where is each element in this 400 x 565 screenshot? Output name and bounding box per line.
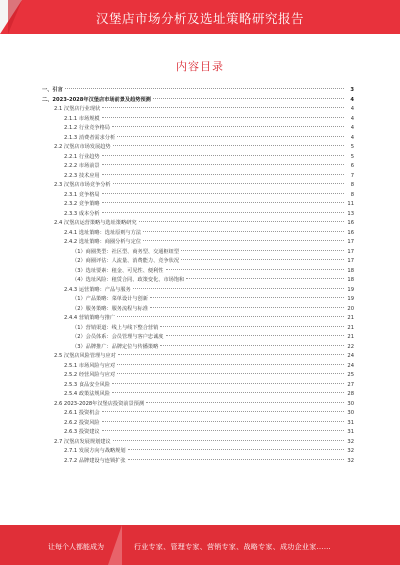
- toc-entry-title: （3）品牌推广：品牌定位与传播策略: [72, 343, 159, 350]
- toc-leader-dots: [117, 364, 344, 365]
- toc-leader-dots: [112, 392, 344, 393]
- toc-entry-title: 2.3.1 竞争格局: [64, 191, 100, 198]
- toc-entry-page: 32: [347, 457, 354, 464]
- toc-entry[interactable]: [42, 314, 354, 324]
- toc-leader-dots: [143, 240, 344, 241]
- toc-entry[interactable]: [42, 371, 354, 381]
- toc-entry[interactable]: [42, 162, 354, 172]
- toc-entry-page: 30: [347, 410, 354, 416]
- toc-leader-dots: [102, 117, 344, 118]
- toc-entry-title: 2.3.3 成本分析: [64, 210, 100, 217]
- toc-entry-page: 31: [347, 429, 354, 435]
- toc-entry[interactable]: [42, 447, 354, 457]
- toc-entry[interactable]: [42, 343, 354, 353]
- toc-entry[interactable]: [42, 153, 354, 163]
- toc-entry-title: 2.7.1 发展方向与战略规划: [64, 448, 126, 454]
- toc-entry-page: 16: [347, 220, 354, 226]
- toc-entry-title: 2.6.2 投资风险: [64, 419, 100, 426]
- toc-leader-dots: [153, 98, 344, 99]
- toc-entry-title: 2.7 汉堡店发展规划建议: [54, 438, 111, 445]
- toc-entry[interactable]: [42, 305, 354, 315]
- toc-leader-dots: [102, 212, 344, 213]
- toc-entry-title: 2.4 汉堡店运营策略与选址策略研究: [54, 220, 137, 226]
- toc-entry-page: 5: [350, 153, 354, 160]
- toc-entry-title: 2.4.2 选址策略：商圈分析与定位: [64, 239, 142, 245]
- toc-entry-title: 2.1 汉堡店行业现状: [54, 106, 101, 112]
- toc-leader-dots: [118, 354, 344, 355]
- toc-leader-dots: [102, 107, 344, 108]
- toc-leader-dots: [112, 126, 344, 127]
- toc-entry-title: 2.5.3 食品安全风险: [64, 381, 110, 388]
- toc-leader-dots: [150, 297, 344, 298]
- toc-entry-page: 22: [347, 343, 354, 350]
- toc-entry[interactable]: [42, 286, 354, 296]
- toc-entry[interactable]: [42, 172, 354, 182]
- toc-entry[interactable]: [42, 390, 354, 400]
- toc-leader-dots: [102, 411, 344, 412]
- toc-entry-title: 2.1.3 消费者需求分析: [64, 134, 116, 141]
- toc-entry-page: 30: [347, 400, 354, 407]
- toc-leader-dots: [112, 383, 344, 384]
- toc-leader-dots: [117, 373, 344, 374]
- toc-entry-title: 2.6 2023-2028年汉堡店投资前景预测: [54, 400, 145, 407]
- toc-leader-dots: [102, 155, 344, 156]
- toc-leader-dots: [117, 136, 344, 137]
- toc-entry-title: （1）营销渠道：线上与线下整合营销: [72, 324, 159, 331]
- toc-entry-title: （2）服务策略：服务流程与标准: [72, 305, 148, 312]
- toc-entry-title: 2.4.4 营销策略与推广: [64, 315, 116, 321]
- toc-leader-dots: [181, 250, 344, 251]
- toc-entry-title: 2.7.2 品牌建设与连锁扩张: [64, 457, 126, 464]
- toc-entry-page: 6: [350, 163, 354, 169]
- toc-entry-title: 2.2.2 市场前景: [64, 163, 100, 169]
- toc-entry[interactable]: [42, 362, 354, 372]
- toc-entry-page: 21: [347, 324, 354, 331]
- toc-leader-dots: [102, 174, 344, 175]
- toc-leader-dots: [128, 449, 344, 450]
- toc-entry[interactable]: [42, 381, 354, 391]
- toc-entry-page: 8: [350, 182, 354, 188]
- toc-entry-page: 4: [350, 96, 354, 103]
- toc-leader-dots: [102, 164, 344, 165]
- toc-entry[interactable]: [42, 267, 354, 277]
- toc-entry-title: 2.2.3 技术应用: [64, 172, 100, 179]
- table-of-contents: [42, 86, 354, 466]
- toc-entry-page: 16: [347, 229, 354, 236]
- toc-leader-dots: [166, 335, 345, 336]
- toc-entry-page: 21: [347, 334, 354, 340]
- toc-entry-title: 2.3.2 竞争策略: [64, 201, 100, 207]
- toc-entry-title: 2.4.1 选址策略：选址原则与方法: [64, 229, 142, 236]
- toc-entry-page: 21: [347, 315, 354, 321]
- toc-entry[interactable]: [42, 86, 354, 96]
- toc-entry[interactable]: [42, 248, 354, 258]
- toc-entry-title: 2.5.4 政策法规风险: [64, 391, 110, 397]
- toc-entry[interactable]: [42, 219, 354, 229]
- toc-entry[interactable]: [42, 105, 354, 115]
- toc-entry[interactable]: [42, 352, 354, 362]
- toc-leader-dots: [133, 288, 344, 289]
- toc-entry-page: 4: [350, 106, 354, 112]
- toc-entry[interactable]: [42, 276, 354, 286]
- toc-entry[interactable]: [42, 229, 354, 239]
- toc-entry-title: （4）选址风险：租赁合同、政策变化、市场饱和: [72, 277, 185, 283]
- toc-entry-page: 19: [347, 286, 354, 293]
- toc-leader-dots: [160, 345, 344, 346]
- toc-entry[interactable]: [42, 400, 354, 410]
- toc-entry[interactable]: [42, 96, 354, 106]
- toc-entry[interactable]: [42, 457, 354, 467]
- toc-entry-title: 2.5.2 经营风险与应对: [64, 372, 116, 378]
- toc-entry[interactable]: [42, 428, 354, 438]
- toc-entry-title: 2.2 汉堡店市场发展趋势: [54, 144, 111, 150]
- toc-entry-page: 32: [347, 438, 354, 445]
- toc-leader-dots: [113, 183, 344, 184]
- toc-leader-dots: [102, 430, 344, 431]
- report-title: 汉堡店市场分析及选址策略研究报告: [95, 11, 304, 26]
- toc-entry[interactable]: [42, 333, 354, 343]
- toc-entry-page: 31: [347, 419, 354, 426]
- toc-entry[interactable]: [42, 143, 354, 153]
- toc-entry-page: 25: [347, 372, 354, 378]
- toc-entry[interactable]: [42, 115, 354, 125]
- toc-leader-dots: [102, 202, 344, 203]
- toc-entry-title: （2）商圈评估：人流量、消费能力、竞争状况: [72, 258, 180, 264]
- toc-entry-page: 17: [347, 258, 354, 264]
- toc-entry-title: 2.3 汉堡店市场竞争分析: [54, 182, 111, 188]
- toc-entry-title: 2.1.2 行业竞争格局: [64, 125, 110, 131]
- toc-entry[interactable]: [42, 181, 354, 191]
- toc-entry-page: 7: [350, 172, 354, 179]
- toc-leader-dots: [113, 440, 344, 441]
- toc-leader-dots: [113, 145, 344, 146]
- toc-leader-dots: [128, 459, 344, 460]
- toc-leader-dots: [181, 259, 344, 260]
- footer-divider-shape: [108, 525, 122, 565]
- toc-entry-page: 13: [347, 210, 354, 217]
- toc-entry-page: 18: [347, 277, 354, 283]
- toc-entry[interactable]: [42, 257, 354, 267]
- toc-entry-page: 5: [350, 144, 354, 150]
- toc-leader-dots: [160, 326, 344, 327]
- toc-entry[interactable]: [42, 238, 354, 248]
- toc-entry-page: 28: [347, 391, 354, 397]
- toc-entry[interactable]: [42, 409, 354, 419]
- toc-entry-page: 4: [350, 134, 354, 141]
- toc-entry[interactable]: [42, 438, 354, 448]
- footer-slogan-left: 让每个人都能成为: [48, 543, 104, 551]
- toc-entry-page: 11: [347, 201, 354, 207]
- toc-leader-dots: [146, 402, 344, 403]
- toc-entry-title: （3）选址要素：租金、可见性、便利性: [72, 267, 164, 274]
- toc-entry[interactable]: [42, 124, 354, 134]
- toc-entry-title: 2.4.3 运营策略：产品与服务: [64, 286, 131, 293]
- toc-leader-dots: [102, 193, 344, 194]
- toc-leader-dots: [65, 88, 344, 89]
- toc-entry[interactable]: [42, 134, 354, 144]
- toc-entry-page: 4: [350, 115, 354, 122]
- toc-leader-dots: [150, 307, 344, 308]
- toc-leader-dots: [117, 316, 344, 317]
- toc-entry-title: 二、2023-2028年汉堡店市场前景及趋势预测: [42, 96, 151, 103]
- toc-entry-title: 2.5.1 市场风险与应对: [64, 362, 116, 369]
- toc-entry-page: 24: [347, 362, 354, 369]
- toc-leader-dots: [139, 221, 344, 222]
- toc-entry-page: 8: [350, 191, 354, 198]
- toc-entry-title: 2.6.1 投资机会: [64, 410, 100, 416]
- toc-entry[interactable]: [42, 419, 354, 429]
- toc-entry-title: 2.5 汉堡店风险管理与应对: [54, 353, 116, 359]
- toc-entry-page: 4: [350, 125, 354, 131]
- toc-entry-title: （1）商圈类型：社区型、商务型、交通枢纽型: [72, 248, 180, 255]
- toc-entry-title: 2.1.1 市场规模: [64, 115, 100, 122]
- toc-entry[interactable]: [42, 200, 354, 210]
- toc-entry[interactable]: [42, 210, 354, 220]
- toc-entry-title: （1）产品策略：菜单设计与创新: [72, 296, 148, 302]
- toc-entry-page: 17: [347, 239, 354, 245]
- toc-entry-page: 20: [347, 305, 354, 312]
- toc-entry-page: 32: [347, 448, 354, 454]
- toc-entry[interactable]: [42, 191, 354, 201]
- toc-leader-dots: [102, 421, 344, 422]
- toc-entry-page: 19: [347, 296, 354, 302]
- toc-entry-page: 17: [347, 248, 354, 255]
- toc-entry[interactable]: [42, 324, 354, 334]
- toc-entry-title: 2.2.1 行业趋势: [64, 153, 100, 160]
- toc-entry-title: 2.6.3 投资建议: [64, 429, 100, 435]
- toc-leader-dots: [143, 231, 344, 232]
- toc-heading: 内容目录: [176, 60, 224, 73]
- toc-entry-page: 24: [347, 353, 354, 359]
- toc-entry-page: 18: [347, 267, 354, 274]
- toc-leader-dots: [166, 269, 345, 270]
- toc-entry-title: （2）会员体系：会员管理与客户忠诚度: [72, 334, 164, 340]
- toc-entry-page: 3: [350, 87, 354, 93]
- toc-entry[interactable]: [42, 295, 354, 305]
- toc-entry-page: 27: [347, 381, 354, 388]
- toc-leader-dots: [186, 278, 344, 279]
- footer-slogan-right: 行业专家、管理专家、营销专家、战略专家、成功企业家……: [134, 543, 332, 551]
- toc-entry-title: 一、引言: [42, 87, 63, 93]
